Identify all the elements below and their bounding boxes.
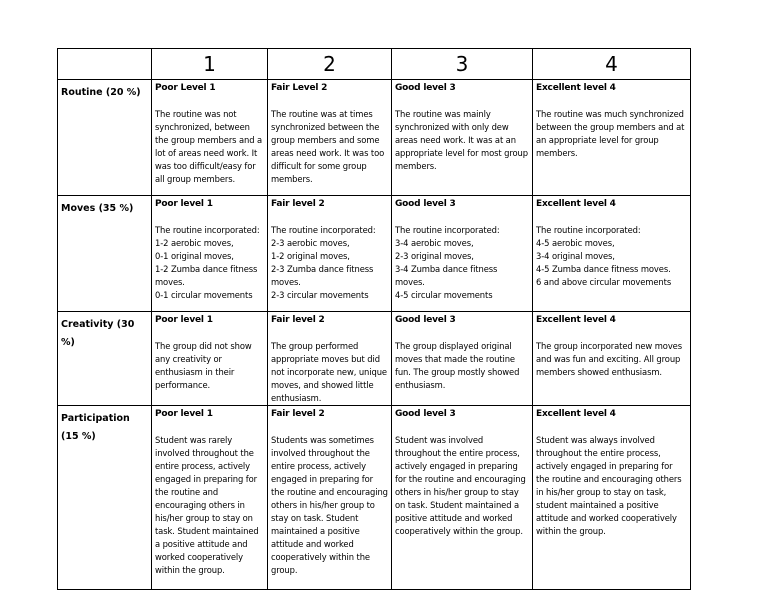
level-description: The routine was not synchronized, between the group members and a lot of areas need work. It was too difficult/easy for all group members. [155,109,263,184]
level-description: Student was rarely involved throughout the entire process, actively engaged in preparing for the routine and encouraging others in his/her group to stay on task. Student maintained a positive attitude and worked cooperatively within the group. [155,435,259,575]
rubric-cell [268,80,392,196]
rubric-cell [152,80,268,196]
rubric-cell [152,312,268,406]
level-title: Good level 3 [395,315,456,325]
rubric-cell [392,312,533,406]
rubric-cell [268,312,392,406]
level-description: The group did not show any creativity or enthusiasm in their performance. [155,341,252,390]
level-title: Fair level 2 [271,315,325,325]
level-title: Good level 3 [395,199,456,209]
rubric-cell [533,406,691,590]
level-title: Poor Level 1 [155,83,216,93]
level-description: The routine incorporated: 4-5 aerobic moves, 3-4 original moves, 4-5 Zumba dance fitness moves. 6 and above circular movements [536,225,672,287]
level-description: The routine was at times synchronized between the group members and some areas need work. It was too difficult for some group members. [271,109,385,184]
rubric-table [57,48,691,590]
criterion-label: Moves (35 %) [61,203,134,214]
header-level-4: 4 [533,49,691,80]
criterion-label: Routine (20 %) [61,87,141,98]
level-description: Students was sometimes involved throughout the entire process, actively engaged in preparing for the routine and encouraging others in his/her group to stay on task. Student maintained a positive attitude and worked cooperatively within the group. [271,435,388,575]
header-level-1: 1 [152,49,268,80]
level-title: Excellent level 4 [536,199,616,209]
rubric-cell [392,196,533,312]
level-title: Fair Level 2 [271,83,328,93]
criterion-label: Creativity (30 %) [61,319,135,348]
level-description: The routine incorporated: 1-2 aerobic moves, 0-1 original moves, 1-2 Zumba dance fitness moves. 0-1 circular movements [155,225,260,300]
level-description: The routine was mainly synchronized with only dew areas need work. It was at an appropriate level for most group members. [395,109,528,171]
rubric-cell [533,80,691,196]
level-title: Excellent level 4 [536,409,616,419]
rubric-cell [392,406,533,590]
level-title: Good level 3 [395,409,456,419]
rubric-cell [268,406,392,590]
level-description: Student was involved throughout the entire process, actively engaged in preparing for the routine and encouraging others in his/her group to stay on task. Student maintained a positive attitude and worked cooperatively within the group. [395,435,526,536]
header-blank-cell [58,49,152,80]
level-description: The routine was much synchronized between the group members and at an appropriate level for group members. [536,109,685,158]
level-description: The group incorporated new moves and was fun and exciting. All group members showed enthusiasm. [536,341,682,377]
level-title: Poor level 1 [155,409,213,419]
level-description: The routine incorporated: 3-4 aerobic moves, 2-3 original moves, 3-4 Zumba dance fitness moves. 4-5 circular movements [395,225,500,300]
header-row [58,49,691,80]
rubric-cell [533,312,691,406]
criterion-cell [58,312,152,406]
rubric-cell [152,406,268,590]
rubric-row-moves [58,196,691,312]
level-title: Fair level 2 [271,409,325,419]
header-level-2: 2 [268,49,392,80]
rubric-row-participation [58,406,691,590]
level-title: Good level 3 [395,83,456,93]
criterion-cell [58,196,152,312]
rubric-cell [152,196,268,312]
header-level-3: 3 [392,49,533,80]
level-title: Excellent level 4 [536,83,616,93]
rubric-cell [533,196,691,312]
criterion-cell [58,406,152,590]
criterion-cell [58,80,152,196]
level-title: Poor level 1 [155,315,213,325]
level-title: Poor level 1 [155,199,213,209]
rubric-row-creativity [58,312,691,406]
level-description: The routine incorporated: 2-3 aerobic moves, 1-2 original moves, 2-3 Zumba dance fitness moves. 2-3 circular movements [271,225,376,300]
rubric-cell [392,80,533,196]
criterion-label: Participation (15 %) [61,413,130,442]
level-description: The group displayed original moves that made the routine fun. The group mostly showed enthusiasm. [395,341,520,390]
rubric-cell [268,196,392,312]
rubric-row-routine [58,80,691,196]
level-title: Fair level 2 [271,199,325,209]
level-description: The group performed appropriate moves but did not incorporate new, unique moves, and showed little enthusiasm. [271,341,387,403]
level-title: Excellent level 4 [536,315,616,325]
level-description: Student was always involved throughout the entire process, actively engaged in preparing for the routine and encouraging others in his/her group to stay on task, student maintained a positive attitude and worked cooperatively within the group. [536,435,682,536]
